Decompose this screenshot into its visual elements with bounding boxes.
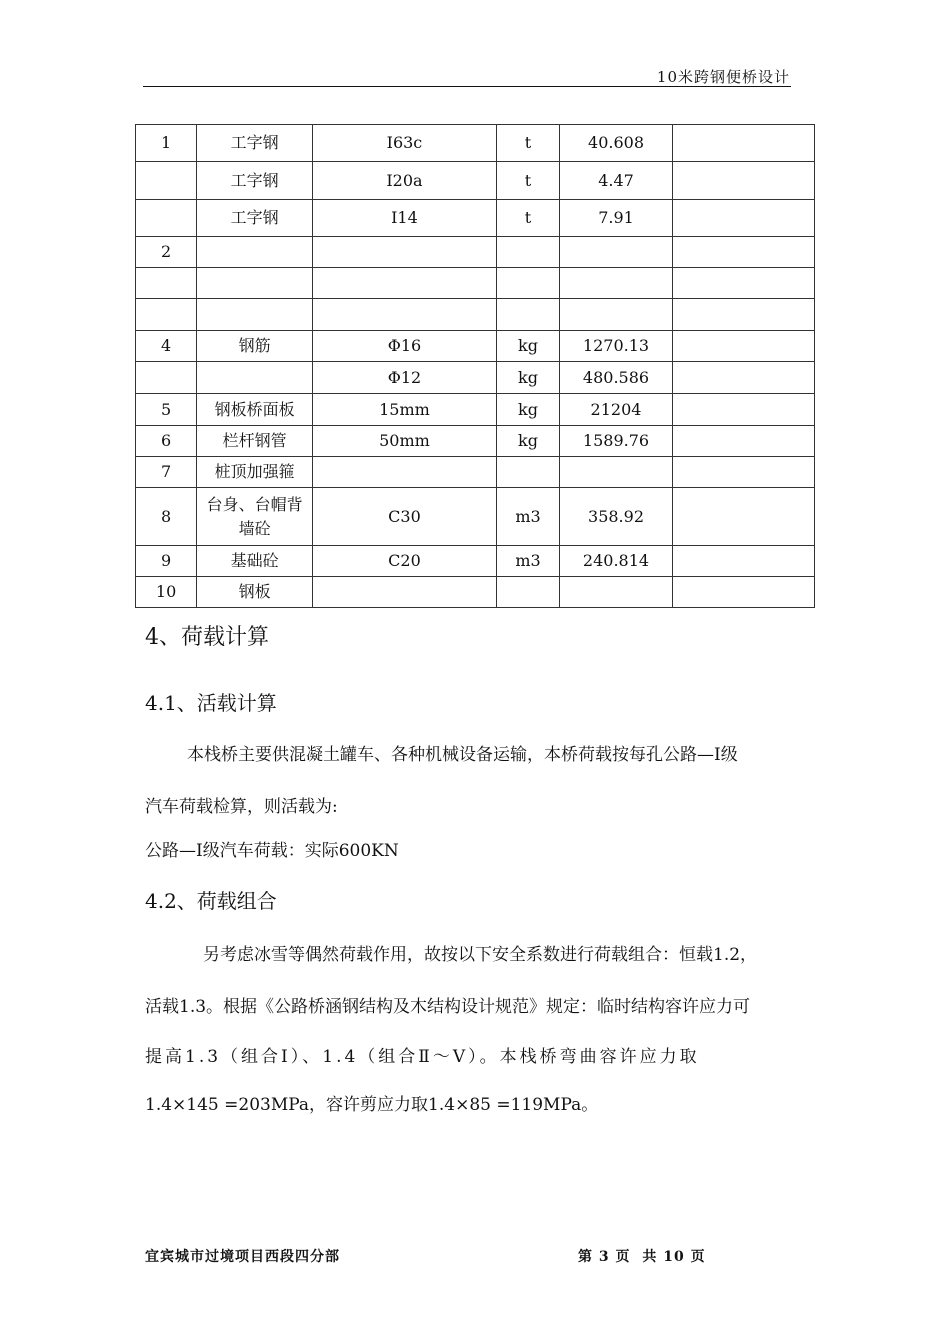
table-cell-qty — [560, 457, 673, 488]
table-cell-name — [197, 237, 313, 268]
table-cell-unit: kg — [496, 394, 559, 426]
table-row — [136, 577, 815, 608]
table-cell-name: 工字钢 — [197, 200, 313, 237]
table-cell-qty — [560, 237, 673, 268]
table-cell-no: 5 — [136, 394, 197, 426]
table-cell-name: 钢板 — [197, 577, 313, 608]
section-4-1-para-2: 汽车荷载检算，则活载为: — [145, 797, 338, 817]
table-cell-unit: m3 — [496, 546, 559, 577]
table-cell-note — [672, 200, 814, 237]
table-cell-qty — [560, 299, 673, 331]
table-cell-spec: 50mm — [313, 426, 497, 457]
table-cell-note — [672, 237, 814, 268]
section-4-1-para-1: 本栈桥主要供混凝土罐车、各种机械设备运输，本桥荷载按每孔公路—Ⅰ级 — [187, 745, 738, 765]
section-4-1-heading: 4.1、活载计算 — [145, 691, 277, 715]
table-cell-name: 桩顶加强箍 — [197, 457, 313, 488]
table-cell-qty: 40.608 — [560, 125, 673, 162]
table-cell-spec: 15mm — [313, 394, 497, 426]
section-4-2-para-2: 活载1.3。根据《公路桥涵钢结构及木结构设计规范》规定：临时结构容许应力可 — [145, 997, 751, 1017]
table-cell-qty: 21204 — [560, 394, 673, 426]
table-cell-spec — [313, 457, 497, 488]
table-cell-name: 工字钢 — [197, 162, 313, 200]
table-cell-qty: 358.92 — [560, 488, 673, 546]
table-row — [136, 488, 815, 546]
table-cell-name — [197, 268, 313, 299]
table-cell-no — [136, 299, 197, 331]
document-header-title: 10米跨钢便桥设计 — [656, 68, 790, 86]
table-cell-no: 9 — [136, 546, 197, 577]
table-cell-name — [197, 362, 313, 394]
table-cell-note — [672, 577, 814, 608]
table-cell-no: 6 — [136, 426, 197, 457]
table-cell-unit: kg — [496, 426, 559, 457]
footer-page-info — [578, 1246, 712, 1266]
header-rule — [143, 86, 791, 87]
table-cell-spec — [313, 299, 497, 331]
table-cell-note — [672, 394, 814, 426]
table-cell-note — [672, 268, 814, 299]
table-cell-unit — [496, 457, 559, 488]
table-cell-no: 4 — [136, 331, 197, 362]
table-cell-no: 2 — [136, 237, 197, 268]
section-4-1-para-3: 公路—Ⅰ级汽车荷载：实际600KN — [145, 841, 399, 861]
footer-page-total: 共 10 页 — [642, 1249, 706, 1265]
table-cell-note — [672, 488, 814, 546]
table-row — [136, 426, 815, 457]
table-cell-note — [672, 162, 814, 200]
table-cell-spec: C20 — [313, 546, 497, 577]
table-cell-unit: kg — [496, 331, 559, 362]
table-cell-unit: t — [496, 125, 559, 162]
table-cell-spec: Ⅰ20a — [313, 162, 497, 200]
table-cell-unit — [496, 237, 559, 268]
table-cell-spec — [313, 577, 497, 608]
table-cell-qty: 1589.76 — [560, 426, 673, 457]
table-cell-note — [672, 125, 814, 162]
table-cell-no: 10 — [136, 577, 197, 608]
materials-table — [135, 124, 815, 608]
table-cell-unit: kg — [496, 362, 559, 394]
table-cell-unit — [496, 268, 559, 299]
table-row — [136, 394, 815, 426]
table-cell-no — [136, 162, 197, 200]
table-cell-spec: Φ12 — [313, 362, 497, 394]
table-row — [136, 362, 815, 394]
section-4-heading: 4、荷载计算 — [145, 625, 269, 650]
table-cell-note — [672, 426, 814, 457]
table-cell-spec — [313, 237, 497, 268]
table-row — [136, 457, 815, 488]
table-row — [136, 546, 815, 577]
table-cell-name: 栏杆钢管 — [197, 426, 313, 457]
table-cell-unit: t — [496, 200, 559, 237]
table-cell-unit — [496, 577, 559, 608]
section-4-2-heading: 4.2、荷载组合 — [145, 889, 277, 913]
table-cell-unit: m3 — [496, 488, 559, 546]
table-cell-qty: 7.91 — [560, 200, 673, 237]
table-cell-no — [136, 362, 197, 394]
table-cell-note — [672, 457, 814, 488]
section-4-2-para-3: 提高1.3（组合Ⅰ）、1.4（组合Ⅱ～Ⅴ）。本栈桥弯曲容许应力取 — [145, 1047, 700, 1067]
table-cell-qty: 240.814 — [560, 546, 673, 577]
table-row — [136, 125, 815, 162]
table-cell-note — [672, 362, 814, 394]
footer-page-number: 第 3 页 — [578, 1249, 631, 1265]
table-cell-qty — [560, 577, 673, 608]
table-cell-name: 钢板桥面板 — [197, 394, 313, 426]
section-4-2-para-4: 1.4×145 =203MPa，容许剪应力取1.4×85 =119MPa。 — [145, 1095, 599, 1115]
table-cell-spec — [313, 268, 497, 299]
table-row — [136, 162, 815, 200]
table-cell-spec: C30 — [313, 488, 497, 546]
table-cell-qty: 480.586 — [560, 362, 673, 394]
table-cell-qty: 4.47 — [560, 162, 673, 200]
section-4-2-para-1: 另考虑冰雪等偶然荷载作用，故按以下安全系数进行荷载组合：恒载1.2， — [203, 945, 758, 965]
table-cell-note — [672, 331, 814, 362]
table-cell-qty — [560, 268, 673, 299]
table-cell-no — [136, 268, 197, 299]
table-cell-name: 工字钢 — [197, 125, 313, 162]
table-cell-no: 7 — [136, 457, 197, 488]
table-row — [136, 331, 815, 362]
table-cell-name: 钢筋 — [197, 331, 313, 362]
table-cell-unit: t — [496, 162, 559, 200]
table-row — [136, 299, 815, 331]
table-row — [136, 200, 815, 237]
table-cell-no — [136, 200, 197, 237]
table-row — [136, 237, 815, 268]
table-cell-note — [672, 299, 814, 331]
table-cell-spec: Ⅰ14 — [313, 200, 497, 237]
table-cell-name — [197, 299, 313, 331]
table-row — [136, 268, 815, 299]
table-cell-spec: Φ16 — [313, 331, 497, 362]
table-cell-qty: 1270.13 — [560, 331, 673, 362]
table-cell-name: 台身、台帽背墙砼 — [197, 488, 313, 546]
table-cell-no: 8 — [136, 488, 197, 546]
table-cell-no: 1 — [136, 125, 197, 162]
table-cell-note — [672, 546, 814, 577]
table-cell-name: 基础砼 — [197, 546, 313, 577]
table-cell-spec: Ⅰ63c — [313, 125, 497, 162]
footer-project-name: 宜宾城市过境项目西段四分部 — [145, 1249, 340, 1265]
table-cell-unit — [496, 299, 559, 331]
